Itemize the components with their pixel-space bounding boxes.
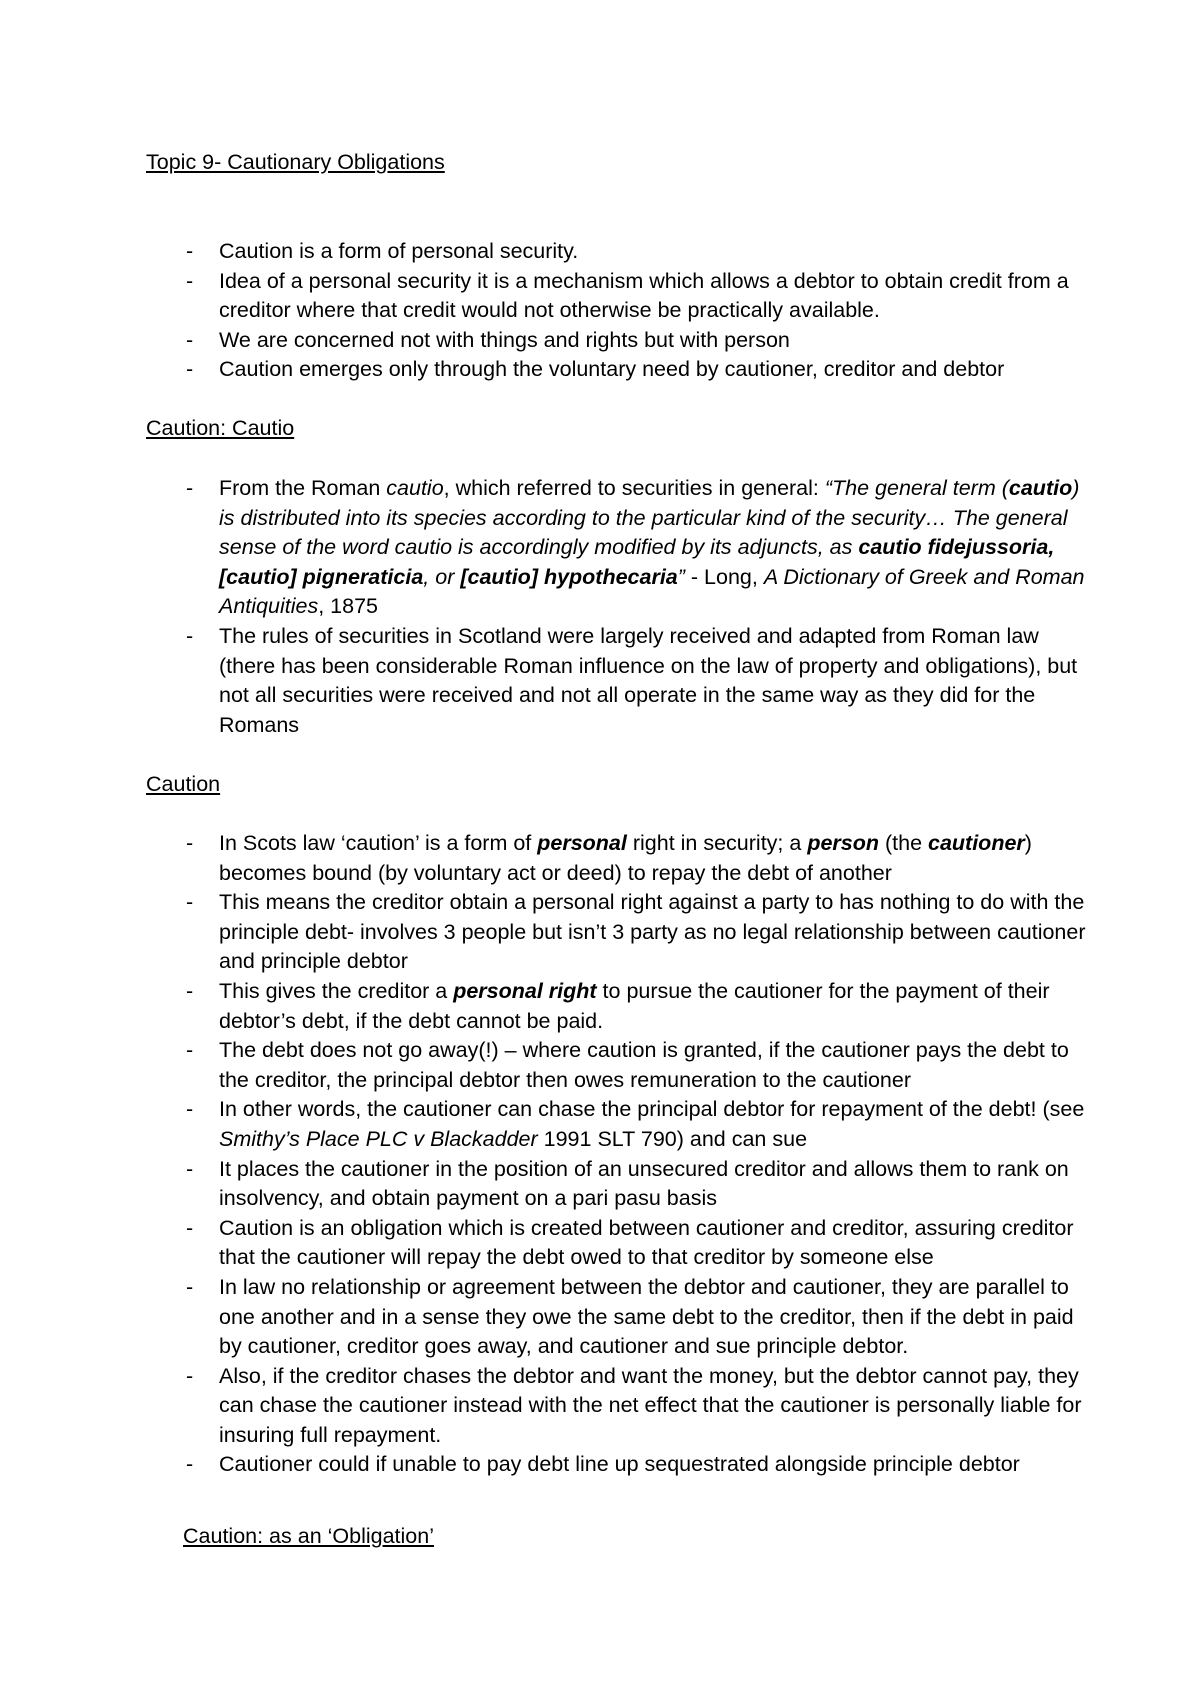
emphasis-run: person [807, 831, 879, 855]
text-run: This gives the creditor a [219, 978, 454, 1003]
citation-title: A Dictionary of Greek and Roman Antiquities [219, 564, 1085, 619]
list-item [146, 829, 1096, 888]
text-run: In Scots law ‘caution’ is a form of [219, 831, 538, 855]
list-item: - Caution emerges only through the voluntary need by cautioner, creditor and debtor [146, 355, 1096, 385]
section-heading-obligation: Caution: as an ‘Obligation’ [183, 1524, 434, 1548]
section-heading-cautio: Caution: Cautio [146, 416, 295, 440]
text-run: - Long, [684, 564, 764, 589]
list-item: - Cautioner could if unable to pay debt line up sequestrated alongside principle debtor [146, 1450, 1096, 1480]
list-item: - Caution is a form of personal security. [146, 237, 1096, 267]
emphasis-run: personal [537, 831, 627, 855]
caution-bullet-list [146, 829, 1096, 1480]
cautio-bullet-list [146, 474, 1096, 740]
case-citation: Smithy’s Place PLC v Blackadder [219, 1126, 538, 1151]
text-run: In other words, the cautioner can chase the principal debtor for repayment of the debt! (see [219, 1097, 1085, 1122]
text-run: ) becomes bound (by voluntary act or deed) to repay the debt of another [219, 831, 1032, 885]
emphasis-run: cautioner [928, 831, 1025, 855]
list-item: - This means the creditor obtain a personal right against a party to has nothing to do with the principle debt- involves 3 people but isn’t 3 party as no legal relationship between cautioner and principle debtor [146, 888, 1096, 977]
list-item: - The debt does not go away(!) – where caution is granted, if the cautioner pays the debt to the creditor, the principal debtor then owes remuneration to the cautioner [146, 1036, 1096, 1095]
quote-run: cautio [1008, 476, 1073, 500]
quote-run: , or [423, 564, 461, 589]
list-item [146, 1095, 1096, 1154]
list-item: - We are concerned not with things and rights but with person [146, 326, 1096, 356]
text-run: cautio [386, 476, 444, 500]
text-run: , which referred to securities in general: [443, 476, 825, 500]
quote-run: ) is distributed into its species according to the particular kind of the security… The general sense of the word cautio is accordingly modified by its adjuncts, as [219, 476, 1080, 560]
page-title: Topic 9- Cautionary Obligations [146, 150, 445, 174]
text-run: , 1875 [318, 594, 378, 619]
text-run: to pursue the cautioner for the payment of their debtor’s debt, if the debt cannot be paid. [219, 978, 1050, 1033]
list-item: - In law no relationship or agreement between the debtor and cautioner, they are parallel to one another and in a sense they owe the same debt to the creditor, then if the debt in paid by cautioner, creditor goes away, and cautioner and sue principle debtor. [146, 1273, 1096, 1362]
quote-run: ” [677, 564, 685, 589]
text-run: right in security; a [626, 831, 808, 855]
list-item [146, 474, 1096, 622]
quote-run: “The general term ( [824, 476, 1009, 500]
list-item: - Also, if the creditor chases the debtor and want the money, but the debtor cannot pay, they can chase the cautioner instead with the net effect that the cautioner is personally liable for insuring full repayment. [146, 1362, 1096, 1451]
list-item: - Caution is an obligation which is created between cautioner and creditor, assuring creditor that the cautioner will repay the debt owed to that creditor by someone else [146, 1214, 1096, 1273]
intro-bullet-list [146, 237, 1096, 385]
list-item: - Idea of a personal security it is a mechanism which allows a debtor to obtain credit from a creditor where that credit would not otherwise be practically available. [146, 267, 1096, 326]
list-item [146, 977, 1096, 1036]
text-run: (the [879, 831, 928, 855]
list-item: - The rules of securities in Scotland were largely received and adapted from Roman law (there has been considerable Roman influence on the law of property and obligations), but not all securities were received and not all operate in the same way as they did for the Romans [146, 622, 1096, 740]
quote-run: [cautio] hypothecaria [460, 564, 678, 589]
text-run: 1991 SLT 790) and can sue [537, 1126, 808, 1151]
list-item: - It places the cautioner in the position of an unsecured creditor and allows them to rank on insolvency, and obtain payment on a pari pasu basis [146, 1155, 1096, 1214]
text-run: From the Roman [219, 476, 387, 500]
emphasis-run: personal right [453, 978, 597, 1003]
quote-run: cautio fidejussoria, [cautio] pigneraticia [219, 535, 1055, 589]
section-heading-caution: Caution [146, 772, 221, 796]
